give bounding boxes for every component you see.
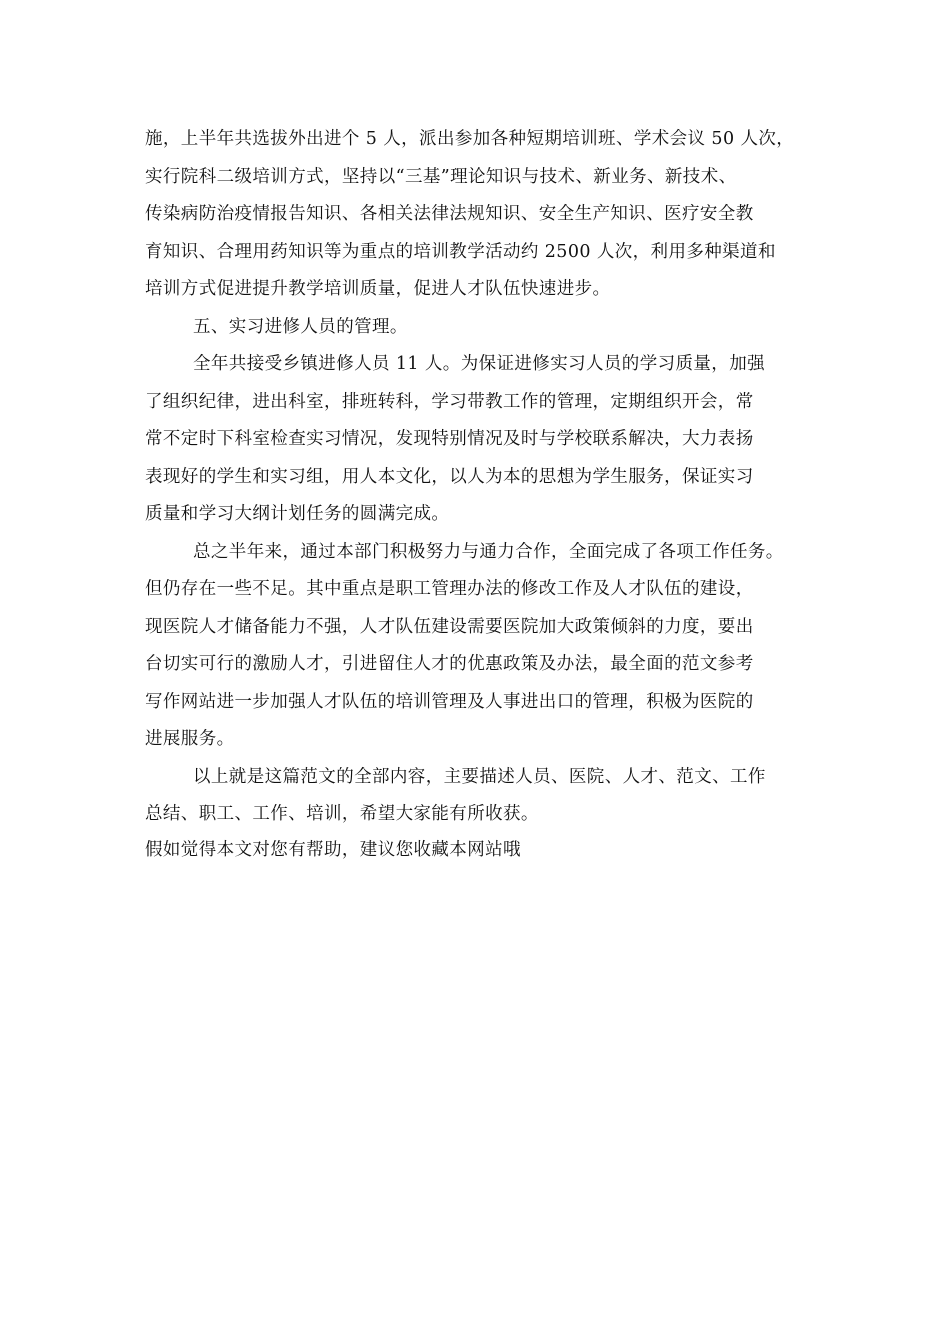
paragraph-training <box>145 121 825 309</box>
paragraph-summary <box>145 534 825 759</box>
document-page <box>145 121 825 867</box>
text-line: 但仍存在一些不足。其中重点是职工管理办法的修改工作及人才队伍的建设， <box>145 579 754 599</box>
text-line: 常不定时下科室检查实习情况，发现特别情况及时与学校联系解决，大力表扬 <box>145 429 754 449</box>
text-line: 写作网站进一步加强人才队伍的培训管理及人事进出口的管理，积极为医院的 <box>145 691 754 712</box>
section-heading-intern-management: 五、实习进修人员的管理。 <box>193 316 408 337</box>
paragraph-intern-management <box>145 346 825 534</box>
text-line: 施，上半年共选拔外出进个 5 人，派出参加各种短期培训班、学术会议 50 人次， <box>145 129 795 149</box>
text-line: 育知识、合理用药知识等为重点的培训教学活动约 2500 人次，利用多种渠道和 <box>145 241 776 262</box>
text-line: 全年共接受乡镇进修人员 11 人。为保证进修实习人员的学习质量，加强 <box>193 354 765 374</box>
paragraph-closing <box>145 759 825 834</box>
text-line: 表现好的学生和实习组，用人本文化，以人为本的思想为学生服务，保证实习 <box>145 466 754 487</box>
text-line: 总之半年来，通过本部门积极努力与通力合作，全面完成了各项工作任务。 <box>193 541 784 562</box>
text-line: 台切实可行的激励人才，引进留住人才的优惠政策及办法，最全面的范文参考 <box>145 654 754 674</box>
text-line: 传染病防治疫情报告知识、各相关法律法规知识、安全生产知识、医疗安全教 <box>145 204 754 224</box>
text-line: 实行院科二级培训方式，坚持以“三基”理论知识与技术、新业务、新技术、 <box>145 166 737 187</box>
text-line: 进展服务。 <box>145 729 235 749</box>
text-line: 培训方式促进提升教学培训质量，促进人才队伍快速进步。 <box>145 279 611 299</box>
text-line: 总结、职工、工作、培训，希望大家能有所收获。 <box>145 804 539 824</box>
text-line: 现医院人才储备能力不强，人才队伍建设需要医院加大政策倾斜的力度，要出 <box>145 616 754 637</box>
text-line: 了组织纪律，进出科室，排班转科，学习带教工作的管理，定期组织开会，常 <box>145 391 754 412</box>
text-line: 以上就是这篇范文的全部内容，主要描述人员、医院、人才、范文、工作 <box>193 766 766 787</box>
text-line: 质量和学习大纲计划任务的圆满完成。 <box>145 504 450 524</box>
footer-note: 假如觉得本文对您有帮助，建议您收藏本网站哦 <box>145 839 521 860</box>
